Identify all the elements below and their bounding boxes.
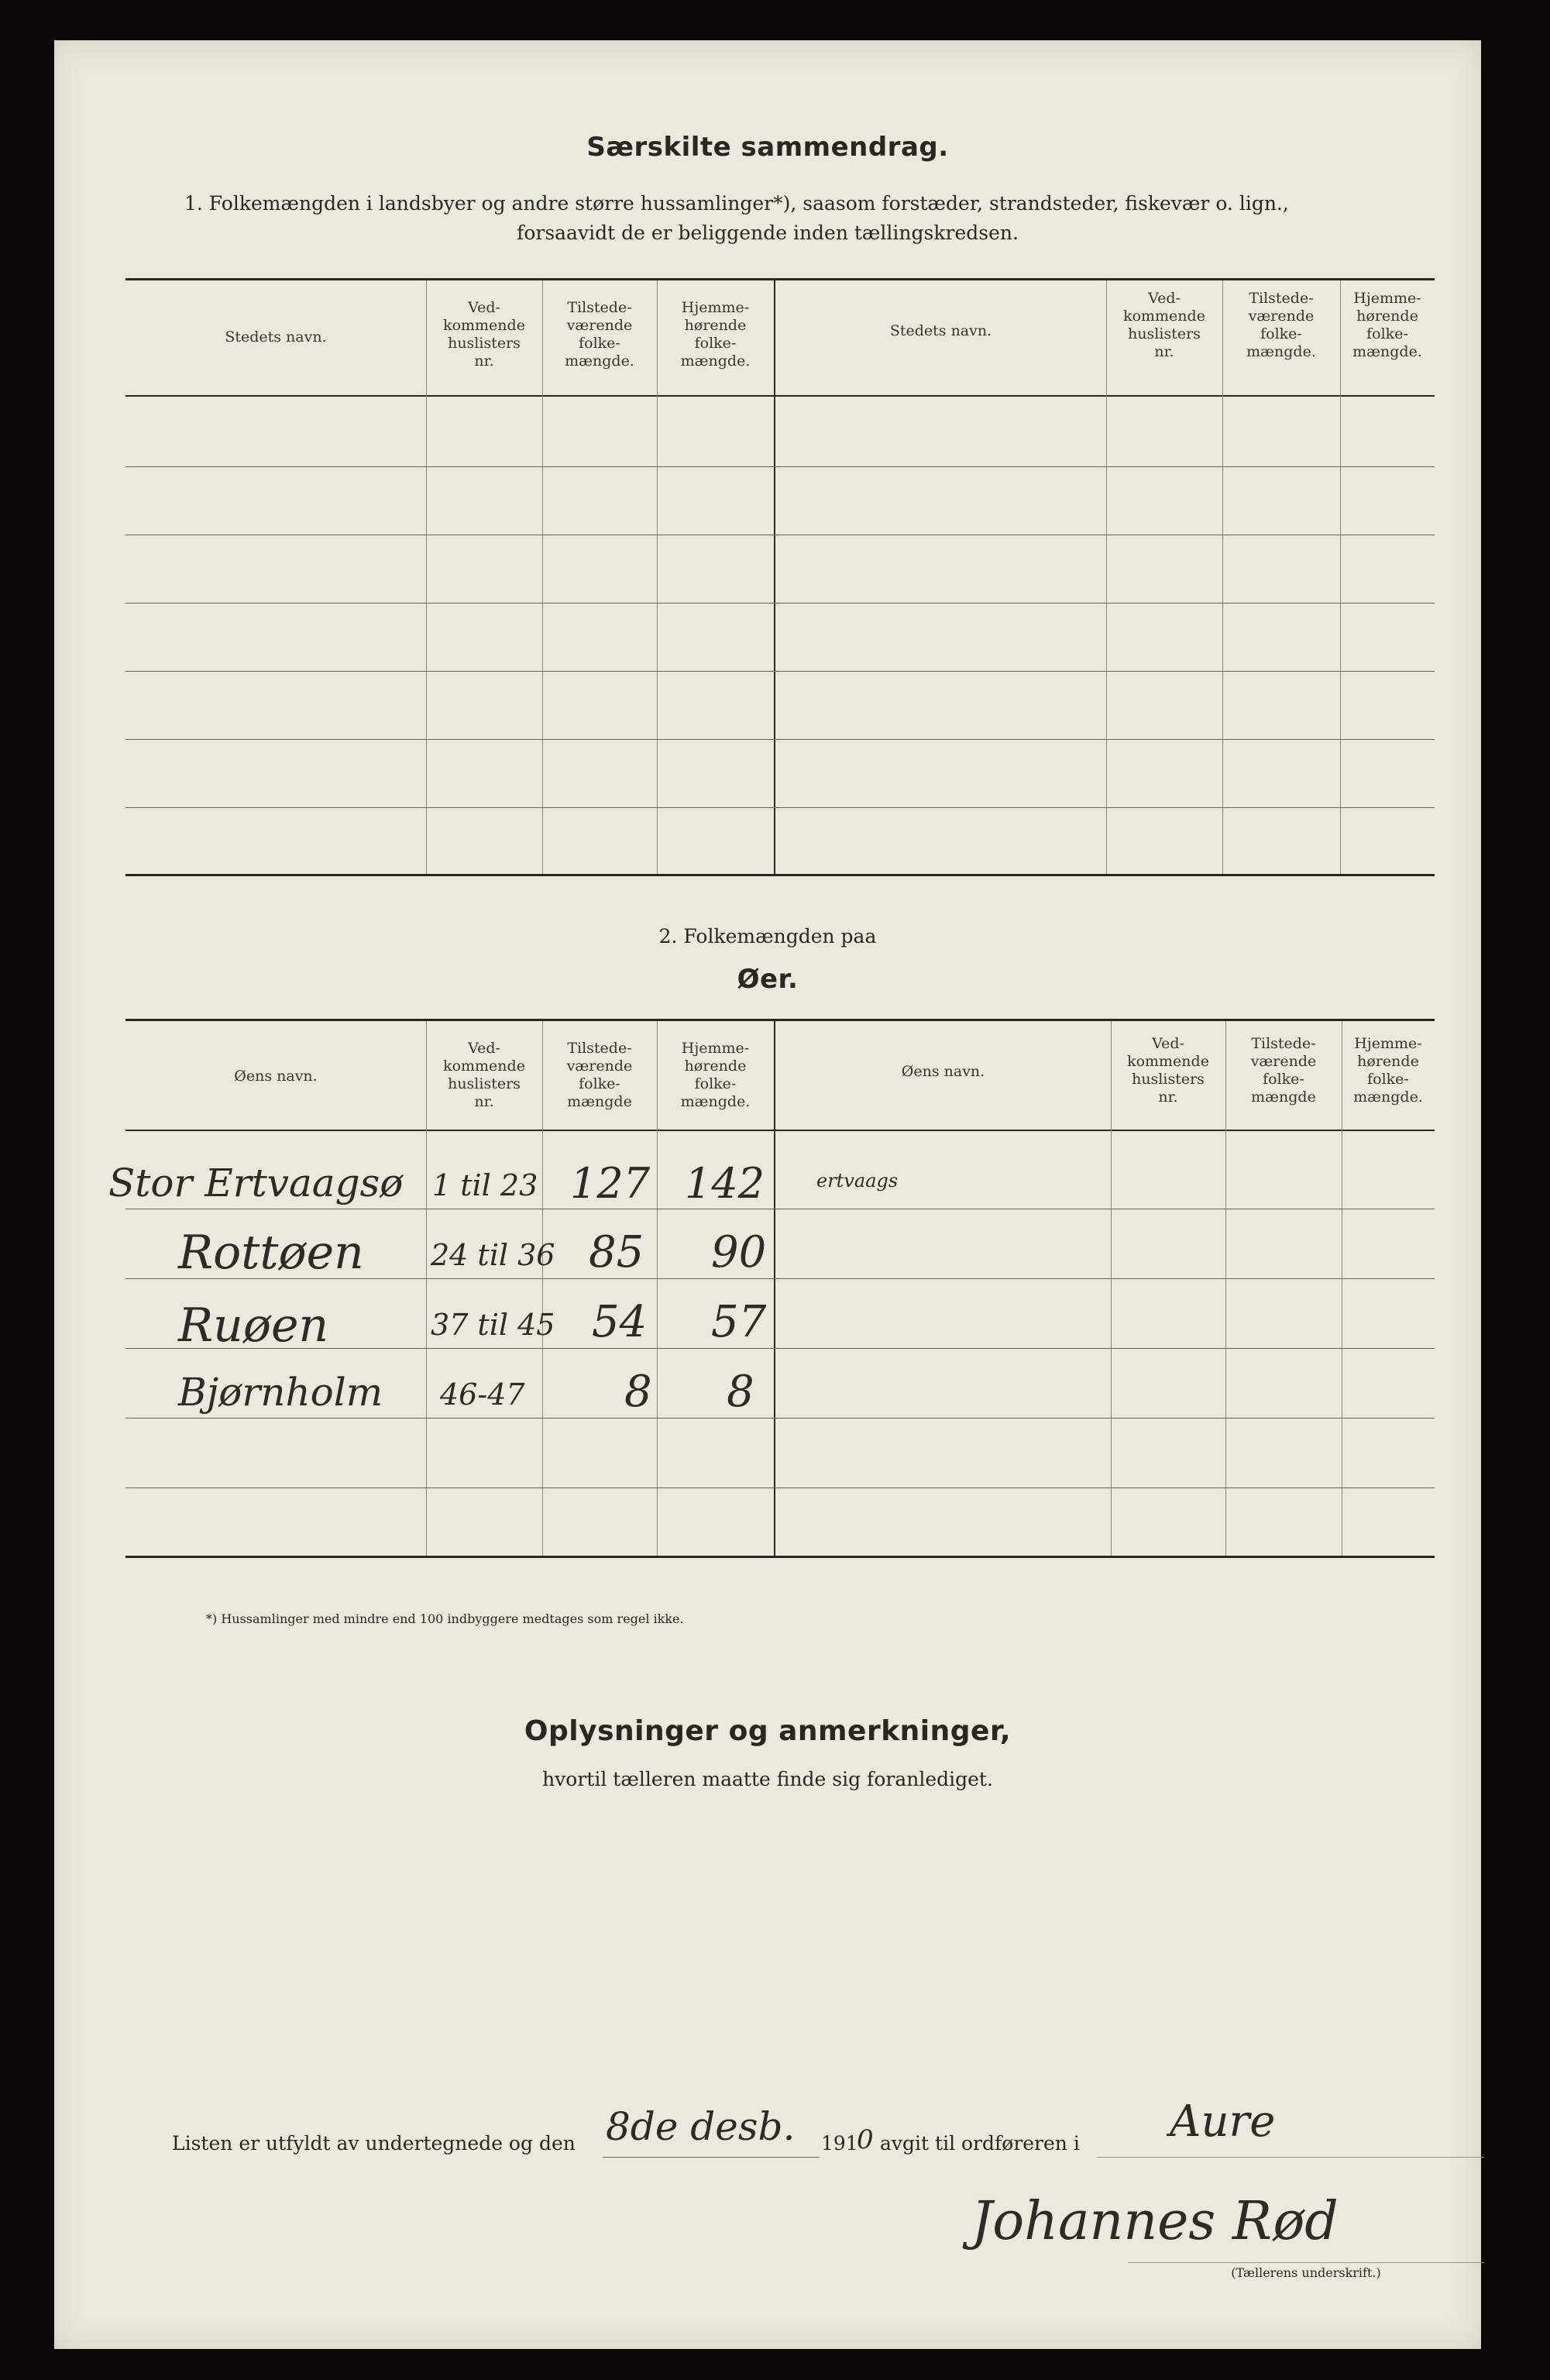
col-header-resident-right: Hjemme- hørende folke- mængde. <box>1352 290 1422 360</box>
island-house-numbers: 24 til 36 <box>431 1238 555 1272</box>
col-header-resident-right-2: Hjemme- hørende folke- mængde. <box>1353 1035 1423 1106</box>
island-present: 8 <box>624 1367 652 1417</box>
island-house-numbers: 46-47 <box>440 1377 525 1412</box>
island-resident: 8 <box>727 1367 754 1417</box>
island-resident: 142 <box>685 1159 765 1208</box>
island-present: 127 <box>570 1159 651 1208</box>
col-header-present-right: Tilstede- værende folke- mængde. <box>1246 290 1316 360</box>
signoff-middle: avgit til ordføreren i <box>880 2132 1080 2155</box>
island-present: 85 <box>589 1227 644 1278</box>
island-resident: 90 <box>711 1227 767 1278</box>
island-name: Bjørnholm <box>178 1370 383 1415</box>
col-header-house-right: Ved- kommende huslisters nr. <box>1123 290 1205 360</box>
section2-intro-line1: 2. Folkemængden paa <box>658 925 877 948</box>
signature: Johannes Rød <box>971 2191 1339 2252</box>
form-heading: Særskilte sammendrag. <box>586 132 949 163</box>
col-header-resident-left: Hjemme- hørende folke- mængde. <box>680 299 751 370</box>
signoff-date: 8de desb. <box>606 2104 796 2149</box>
section2-heading: Øer. <box>737 964 799 995</box>
island-name: Stor Ertvaagsø <box>108 1161 404 1205</box>
section1-intro-line2: forsaavidt de er beliggende inden tællingskredsen. <box>517 222 1019 244</box>
col-header-present-right-2: Tilstede- værende folke- mængde <box>1250 1035 1317 1106</box>
signoff-year-prefix: 191 <box>821 2132 858 2155</box>
footnote: *) Hussamlinger med mindre end 100 indbyggere medtages som regel ikke. <box>206 1611 684 1626</box>
col-header-island-right: Øens navn. <box>901 1063 985 1080</box>
signoff-prefix: Listen er utfyldt av undertegnede og den <box>172 2132 576 2155</box>
island-name: Rottøen <box>178 1226 364 1280</box>
signature-caption: (Tællerens underskrift.) <box>1231 2265 1381 2280</box>
remarks-subtitle: hvortil tælleren maatte finde sig foranlediget. <box>542 1768 993 1790</box>
col-header-house-left-2: Ved- kommende huslisters nr. <box>443 1040 525 1110</box>
col-header-house-right-2: Ved- kommende huslisters nr. <box>1127 1035 1209 1106</box>
col-header-present-left-2: Tilstede- værende folke- mængde <box>566 1040 633 1110</box>
island-name: Ruøen <box>178 1298 329 1353</box>
col-header-present-left: Tilstede- værende folke- mængde. <box>565 299 634 370</box>
col-header-house-left: Ved- kommende huslisters nr. <box>443 299 525 370</box>
census-form-page <box>54 40 1481 2349</box>
col-header-place-left: Stedets navn. <box>225 328 327 346</box>
island-present: 54 <box>592 1297 648 1347</box>
col-header-place-right: Stedets navn. <box>889 322 992 339</box>
section1-intro-line1: 1. Folkemængden i landsbyer og andre større hussamlinger*), saasom forstæder, strandsteder, fiskevær o. lign., <box>184 192 1289 215</box>
col-header-island-left: Øens navn. <box>234 1068 318 1085</box>
signoff-year-digit: 0 <box>857 2124 874 2155</box>
island-resident: 57 <box>711 1297 767 1347</box>
col-header-resident-left-2: Hjemme- hørende folke- mængde. <box>680 1040 751 1110</box>
right-column-note: ertvaags <box>816 1170 899 1192</box>
island-house-numbers: 37 til 45 <box>431 1308 555 1342</box>
remarks-title: Oplysninger og anmerkninger, <box>524 1715 1012 1747</box>
signoff-place: Aure <box>1170 2096 1276 2147</box>
island-house-numbers: 1 til 23 <box>432 1168 538 1202</box>
